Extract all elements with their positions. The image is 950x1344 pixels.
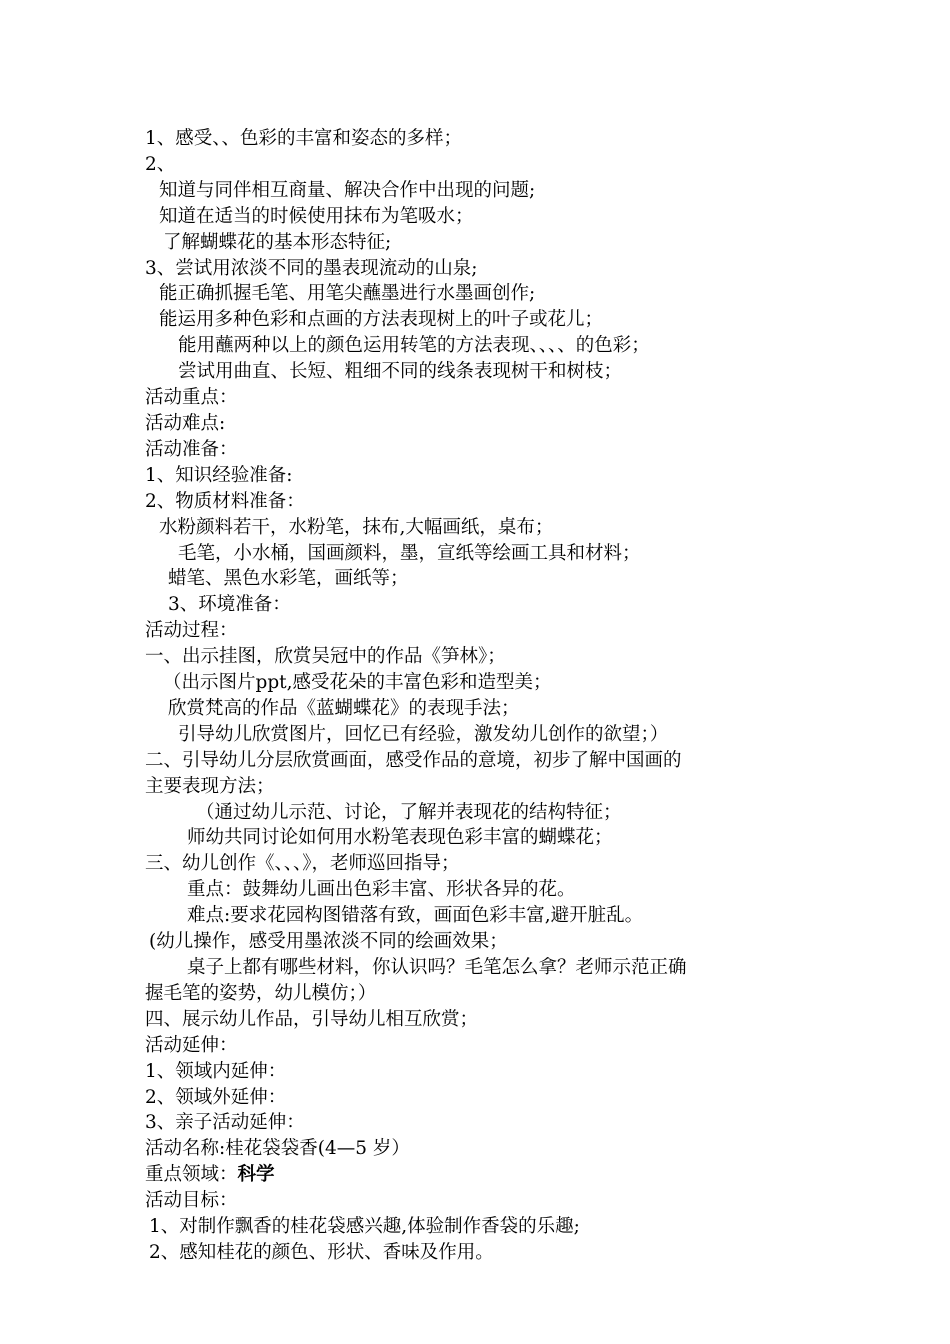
text-line: 二、引导幼儿分层欣赏画面，感受作品的意境，初步了解中国画的 bbox=[145, 749, 682, 771]
section-heading: 活动准备： bbox=[145, 438, 238, 460]
focus-domain-label: 重点领域： bbox=[145, 1164, 238, 1186]
text-line: 难点:要求花园构图错落有致，画面色彩丰富,避开脏乱。 bbox=[187, 905, 644, 927]
text-line: 桌子上都有哪些材料，你认识吗？毛笔怎么拿？老师示范正确 bbox=[187, 957, 687, 978]
text-line: 知道与同伴相互商量、解决合作中出现的问题; bbox=[159, 179, 536, 201]
text-line: 四、展示幼儿作品，引导幼儿相互欣赏； bbox=[145, 1008, 479, 1030]
focus-domain-line bbox=[145, 1162, 825, 1188]
text-line: 水粉颜料若干，水粉笔，抹布,大幅画纸，桌布； bbox=[159, 516, 554, 538]
text-line: 引导幼儿欣赏图片，回忆已有经验，激发幼儿创作的欲望；） bbox=[178, 723, 669, 745]
text-line: 3、环境准备： bbox=[168, 594, 291, 616]
section-heading: 活动重点： bbox=[145, 387, 238, 409]
text-line: 能运用多种色彩和点画的方法表现树上的叶子或花儿； bbox=[159, 309, 604, 331]
text-line: 蜡笔、黑色水彩笔，画纸等； bbox=[168, 568, 409, 590]
text-line: 主要表现方法； bbox=[145, 775, 275, 797]
text-line: 一、出示挂图，欣赏吴冠中的作品《笋林》； bbox=[145, 646, 506, 668]
text-line: 握毛笔的姿势，幼儿模仿；） bbox=[145, 982, 377, 1004]
text-line: 1、知识经验准备: bbox=[145, 464, 293, 486]
section-heading: 活动难点: bbox=[145, 412, 226, 434]
text-line: 1、领域内延伸： bbox=[145, 1060, 287, 1082]
text-line: 1、感受、、色彩的丰富和姿态的多样； bbox=[145, 128, 463, 149]
text-line: 能用蘸两种以上的颜色运用转笔的方法表现、、、、的色彩； bbox=[178, 335, 650, 357]
text-line: 了解蝴蝶花的基本形态特征; bbox=[163, 231, 392, 253]
text-line: 知道在适当的时候使用抹布为笔吸水； bbox=[159, 205, 474, 227]
text-line: 1、对制作飘香的桂花袋感兴趣,体验制作香袋的乐趣; bbox=[149, 1216, 580, 1238]
focus-domain-value: 科学 bbox=[237, 1164, 275, 1186]
text-line: （通过幼儿示范、讨论，了解并表现花的结构特征； bbox=[196, 801, 622, 823]
section-heading: 活动延伸： bbox=[145, 1034, 238, 1056]
text-line: 能正确抓握毛笔、用笔尖蘸墨进行水墨画创作; bbox=[159, 283, 536, 305]
text-line: 2、感知桂花的颜色、形状、香味及作用。 bbox=[149, 1241, 494, 1263]
text-line: 师幼共同讨论如何用水粉笔表现色彩丰富的蝴蝶花； bbox=[187, 827, 613, 849]
text-line: 毛笔，小水桶，国画颜料，墨，宣纸等绘画工具和材料； bbox=[178, 542, 641, 564]
text-line: （出示图片ppt,感受花朵的丰富色彩和造型美； bbox=[163, 672, 552, 694]
text-line: 2、 bbox=[145, 153, 176, 175]
section-heading: 活动目标： bbox=[145, 1190, 238, 1212]
text-line: (幼儿操作，感受用墨浓淡不同的绘画效果； bbox=[149, 931, 508, 953]
text-line: 2、领域外延伸： bbox=[145, 1086, 287, 1108]
text-line: 三、幼儿创作《、、、》，老师巡回指导； bbox=[145, 853, 460, 875]
text-line: 尝试用曲直、长短、粗细不同的线条表现树干和树枝； bbox=[178, 361, 623, 383]
text-line: 重点：鼓舞幼儿画出色彩丰富、形状各异的花。 bbox=[187, 879, 576, 901]
text-line: 2、物质材料准备： bbox=[145, 490, 305, 512]
section-heading: 活动过程： bbox=[145, 620, 238, 642]
text-line: 3、亲子活动延伸： bbox=[145, 1112, 305, 1134]
text-line: 3、尝试用浓淡不同的墨表现流动的山泉; bbox=[145, 257, 478, 279]
document-body bbox=[145, 126, 825, 1266]
text-line: 欣赏梵高的作品《蓝蝴蝶花》的表现手法； bbox=[168, 697, 520, 719]
activity-title: 活动名称:桂花袋袋香(4—5 岁） bbox=[145, 1138, 410, 1160]
